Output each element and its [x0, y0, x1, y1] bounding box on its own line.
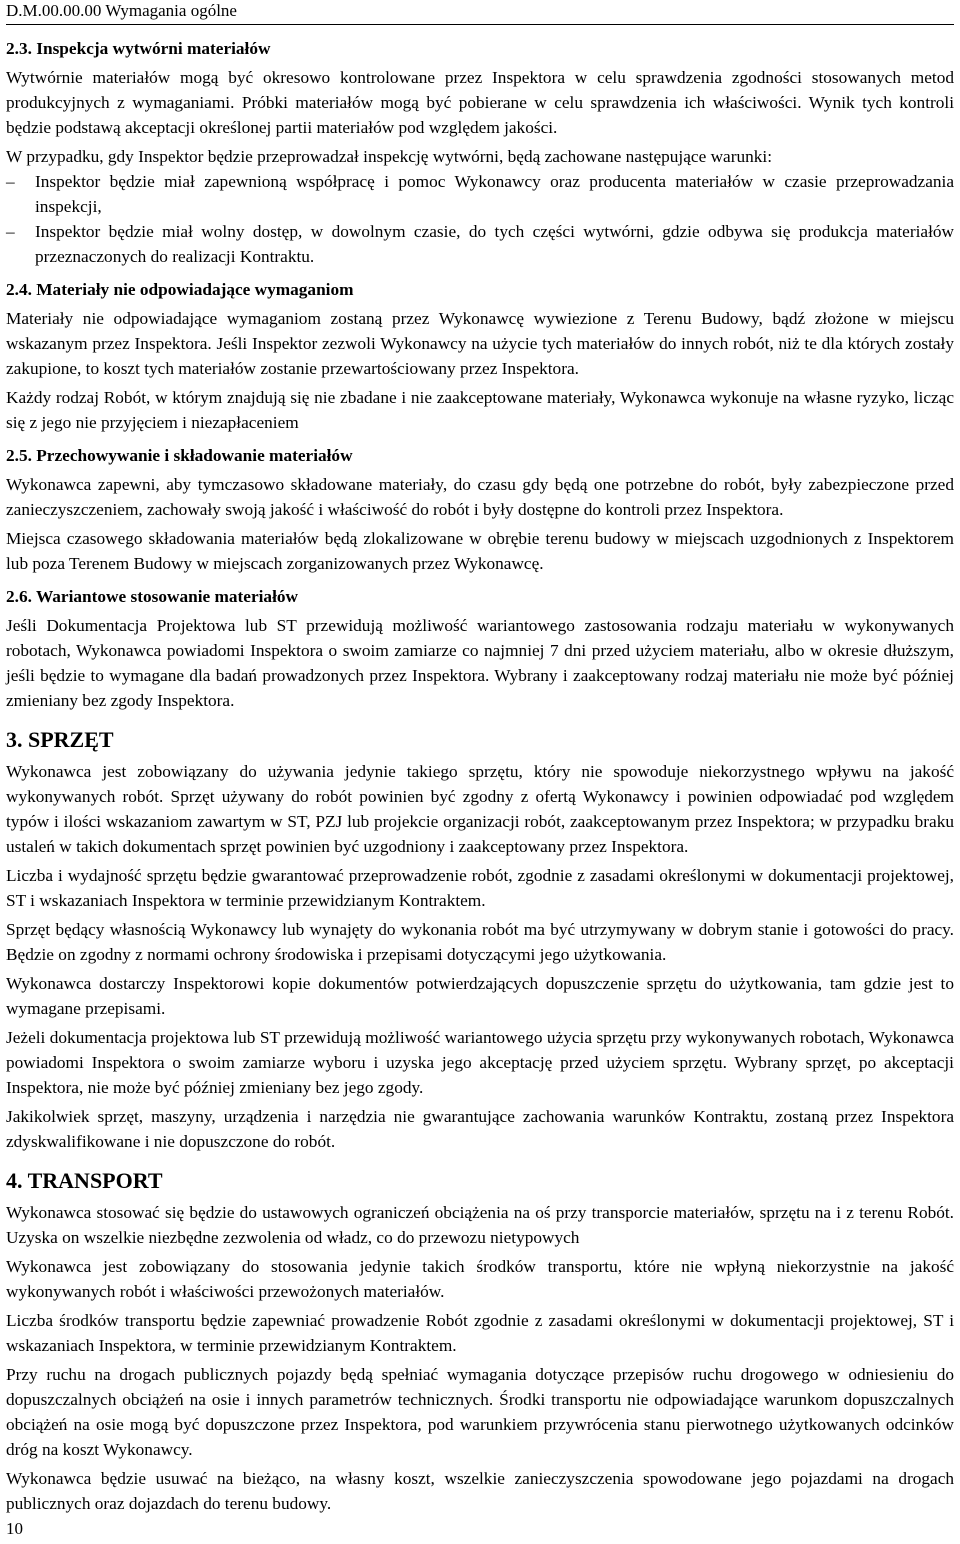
section-number: 2.3. [6, 39, 32, 58]
section-heading-2-6 [6, 584, 954, 609]
section-number: 2.5. [6, 446, 32, 465]
paragraph: Wytwórnie materiałów mogą być okresowo kontrolowane przez Inspektora w celu sprawdzenia zgodności stosowanych metod produkcyjnych z wymaganiami. Próbki materiałów mogą być pobierane w celu sprawdzenia ich właściwości. Wynik tych kontroli będzie podstawą akceptacji określonej partii materiałów pod względem jakości. [6, 68, 954, 137]
page-number: 10 [6, 1519, 23, 1538]
section-heading-2-4 [6, 277, 954, 302]
document-body [6, 36, 954, 1520]
paragraph: Wykonawca zapewni, aby tymczasowo składowane materiały, do czasu gdy będą one potrzebne do robót, były zabezpieczone przed zanieczyszczeniem, zachowały swoją jakość i właściwość do robót i były dostępne do kontroli przez Inspektora. [6, 475, 954, 519]
paragraph: Jeśli Dokumentacja Projektowa lub ST przewidują możliwość wariantowego zastosowania rodzaju materiału w wykonywanych robotach, Wykonawca powiadomi Inspektora o swoim zamiarze co najmniej 7 dni przed użyciem materiału, albo w okresie dłuższym, jeśli będzie to wymagane dla badań prowadzonych przez Inspektora. Wybrany i zaakceptowany rodzaj materiału nie może być później zmieniany bez zgody Inspektora. [6, 616, 954, 710]
paragraph: W przypadku, gdy Inspektor będzie przeprowadzał inspekcję wytwórni, będą zachowane następujące warunki: [6, 147, 772, 166]
section-title: Wariantowe stosowanie materiałów [35, 587, 298, 606]
paragraph: Materiały nie odpowiadające wymaganiom zostaną przez Wykonawcę wywiezione z Terenu Budowy, bądź złożone w miejscu wskazanym przez Inspektora. Jeśli Inspektor zezwoli Wykonawcy na użycie tych materiałów do innych robót, niż te dla których zostały zakupione, to koszt tych materiałów zostanie przewartościowany przez Inspektora. [6, 309, 954, 378]
list-item [6, 169, 954, 219]
paragraph: Liczba i wydajność sprzętu będzie gwarantować przeprowadzenie robót, zgodnie z zasadami określonymi w dokumentacji projektowej, ST i wskazaniach Inspektora w terminie przewidzianym Kontraktem. [6, 866, 954, 910]
paragraph: Wykonawca stosować się będzie do ustawowych ograniczeń obciążenia na oś przy transporcie materiałów, sprzętu na i z terenu Robót. Uzyska on wszelkie niezbędne zezwolenia od władz, co do przewozu nietypowych [6, 1203, 954, 1247]
list-item-text: Inspektor będzie miał zapewnioną współpracę i pomoc Wykonawcy oraz producenta materiałów w czasie przeprowadzania inspekcji, [35, 172, 954, 216]
running-header: D.M.00.00.00 Wymagania ogólne [6, 1, 237, 20]
section-heading-2-5 [6, 443, 954, 468]
list-item-text: Inspektor będzie miał wolny dostęp, w dowolnym czasie, do tych części wytwórni, gdzie odbywa się produkcja materiałów przeznaczonych do realizacji Kontraktu. [35, 222, 954, 266]
paragraph: Wykonawca dostarczy Inspektorowi kopie dokumentów potwierdzających dopuszczenie sprzętu do użytkowania, tam gdzie jest to wymagane przepisami. [6, 974, 954, 1018]
bullet-list [6, 169, 954, 269]
list-item [6, 219, 954, 269]
paragraph: Wykonawca jest zobowiązany do używania jedynie takiego sprzętu, który nie spowoduje niekorzystnego wpływu na jakość wykonywanych robót. Sprzęt używany do robót powinien być zgodny z ofertą Wykonawcy i powinien odpowiadać pod względem typów i ilości wskazaniom zawartym w ST, PZJ lub projekcie organizacji robót, zaakceptowanym przez Inspektora; w przypadku braku ustaleń w takich dokumentach sprzęt powinien być uzgodniony i zaakceptowany przez Inspektora. [6, 762, 954, 856]
section-number: 2.6. [6, 587, 32, 606]
paragraph: Wykonawca jest zobowiązany do stosowania jedynie takich środków transportu, które nie wpłyną niekorzystnie na jakość wykonywanych robót i właściwości przewożonych materiałów. [6, 1257, 954, 1301]
section-title: Inspekcja wytwórni materiałów [36, 39, 271, 58]
paragraph: Jakikolwiek sprzęt, maszyny, urządzenia i narzędzia nie gwarantujące zachowania warunków Kontraktu, zostaną przez Inspektora zdyskwalifikowane i nie dopuszczone do robót. [6, 1107, 954, 1151]
paragraph: Jeżeli dokumentacja projektowa lub ST przewidują możliwość wariantowego użycia sprzętu przy wykonywanych robotach, Wykonawca powiadomi Inspektora o swoim zamiarze wyboru i uzyska jego akceptację przed użyciem sprzętu. Wybrany sprzęt, po akceptacji Inspektora, nie może być później zmieniany bez jego zgody. [6, 1028, 954, 1097]
paragraph: Sprzęt będący własnością Wykonawcy lub wynajęty do wykonania robót ma być utrzymywany w dobrym stanie i gotowości do pracy. Będzie on zgodny z normami ochrony środowiska i przepisami dotyczącymi jego użytkowania. [6, 920, 954, 964]
chapter-heading-sprzet: 3. SPRZĘT [6, 727, 114, 752]
chapter-heading-transport: 4. TRANSPORT [6, 1168, 163, 1193]
paragraph: Każdy rodzaj Robót, w którym znajdują się nie zbadane i nie zaakceptowane materiały, Wykonawca wykonuje na własne ryzyko, licząc się z jego nie przyjęciem i niezapłaceniem [6, 388, 954, 432]
paragraph: Wykonawca będzie usuwać na bieżąco, na własny koszt, wszelkie zanieczyszczenia spowodowane jego pojazdami na drogach publicznych oraz dojazdach do terenu budowy. [6, 1469, 954, 1513]
dash-bullet-icon: – [6, 222, 15, 241]
section-title: Przechowywanie i składowanie materiałów [36, 446, 353, 465]
paragraph: Przy ruchu na drogach publicznych pojazdy będą spełniać wymagania dotyczące przepisów ruchu drogowego w odniesieniu do dopuszczalnych obciążeń na osie i innych parametrów technicznych. Środki transportu nie odpowiadające warunkom dopuszczalnych obciążeń na osie mogą być dopuszczone przez Inspektora, pod warunkiem przywrócenia stanu pierwotnego użytkowanych odcinków dróg na koszt Wykonawcy. [6, 1365, 954, 1459]
section-number: 2.4. [6, 280, 32, 299]
paragraph: Liczba środków transportu będzie zapewniać prowadzenie Robót zgodnie z zasadami określonymi w dokumentacji projektowej, ST i wskazaniach Inspektora, w terminie przewidzianym Kontraktem. [6, 1311, 954, 1355]
section-title: Materiały nie odpowiadające wymaganiom [36, 280, 354, 299]
header-divider [6, 24, 954, 25]
section-heading-2-3 [6, 36, 954, 61]
paragraph: Miejsca czasowego składowania materiałów będą zlokalizowane w obrębie terenu budowy w miejscach uzgodnionych z Inspektorem lub poza Terenem Budowy w miejscach zorganizowanych przez Wykonawcę. [6, 529, 954, 573]
dash-bullet-icon: – [6, 172, 15, 191]
